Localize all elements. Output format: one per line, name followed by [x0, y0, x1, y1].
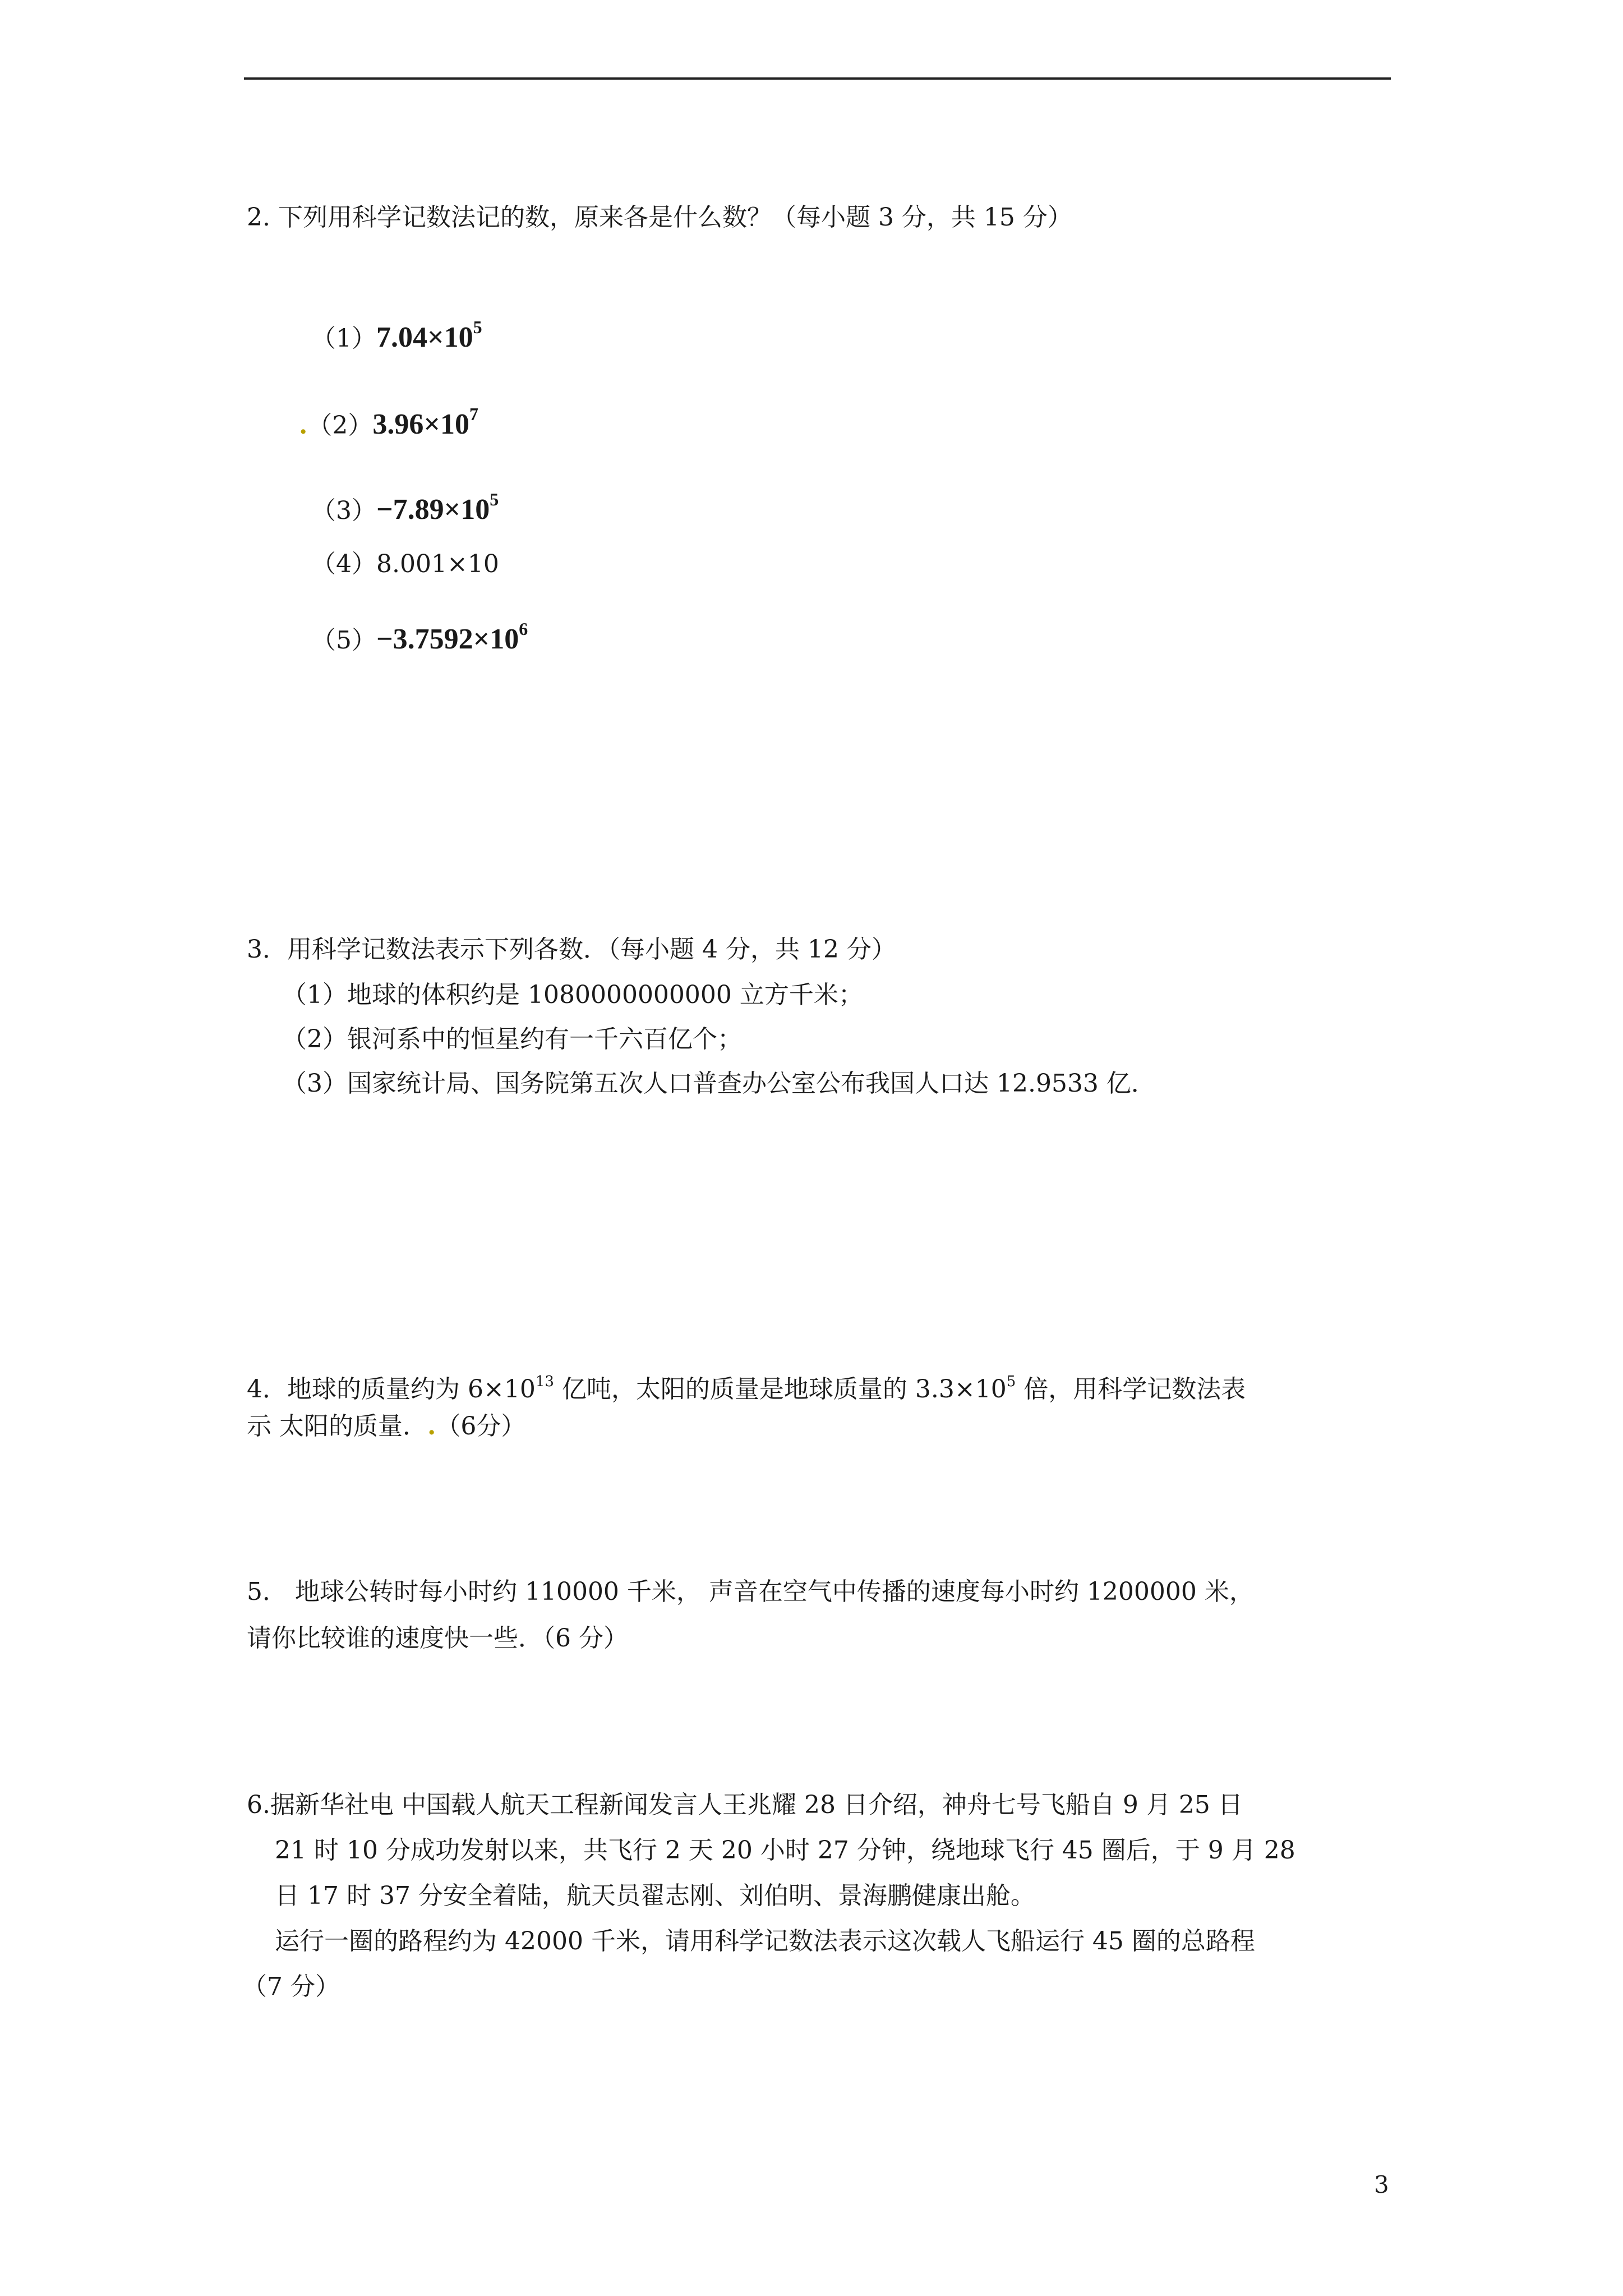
q6-line-1: 6.据新华社电 中国载人航天工程新闻发言人王兆耀 28 日介绍，神舟七号飞船自 9 月 25 日: [247, 1791, 1243, 1819]
item-label: （4）: [311, 550, 376, 578]
q5-line-1: 5． 地球公转时每小时约 110000 千米， 声音在空气中传播的速度每小时约 1200000 米，: [247, 1577, 1254, 1606]
math-expression: $-3.7592\times 10^6$: [376, 619, 528, 655]
q2-item-3: [311, 484, 499, 527]
stray-dot: .: [299, 411, 308, 440]
q4-text: 4．地球的质量约为 6×10: [247, 1375, 536, 1404]
q2-item-4: [311, 549, 499, 580]
q4-line-2: [247, 1411, 525, 1442]
header-rule: [244, 77, 1391, 80]
q4-line-1: [247, 1366, 1246, 1405]
math-expression: $7.04\times 10^5$: [376, 317, 482, 353]
q6-line-5: （7 分）: [242, 1972, 340, 2001]
q3-item-1: （1）地球的体积约是 1080000000000 立方千米；: [282, 981, 863, 1009]
q2-stem: 2. 下列用科学记数法记的数，原来各是什么数？（每小题 3 分，共 15 分）: [247, 203, 1072, 232]
q4-text: 亿吨，太阳的质量是地球质量的 3.3×10: [554, 1375, 1007, 1404]
stray-dot: .: [427, 1412, 436, 1441]
q2-item-5: [311, 613, 528, 656]
page-number: 3: [1374, 2171, 1389, 2198]
math-expression: $-7.89\times 10^5$: [376, 489, 499, 526]
q3-item-3: （3）国家统计局、国务院第五次人口普查办公室公布我国人口达 12.9533 亿．: [282, 1069, 1156, 1098]
item-label: （2）: [307, 411, 373, 440]
q3-item-2: （2）银河系中的恒星约有一千六百亿个；: [282, 1025, 742, 1053]
item-label: （3）: [311, 496, 376, 525]
q2-item-2: [299, 398, 478, 441]
q5-line-2: 请你比较谁的速度快一些．（6 分）: [247, 1624, 628, 1653]
item-label: （5）: [311, 626, 376, 655]
q6-line-4: 运行一圈的路程约为 42000 千米，请用科学记数法表示这次载人飞船运行 45 圈的总路程: [275, 1927, 1255, 1955]
exponent: 5: [1006, 1373, 1016, 1390]
item-label: （1）: [311, 324, 376, 353]
q6-line-2: 21 时 10 分成功发射以来，共飞行 2 天 20 小时 27 分钟，绕地球飞行 45 圈后，于 9 月 28: [275, 1836, 1295, 1865]
q6-line-3: 日 17 时 37 分安全着陆，航天员翟志刚、刘伯明、景海鹏健康出舱。: [275, 1881, 1035, 1910]
q4-text: 倍，用科学记数法表: [1016, 1375, 1246, 1404]
q3-stem: 3．用科学记数法表示下列各数．（每小题 4 分，共 12 分）: [247, 935, 896, 964]
math-expression: 8.001×10: [376, 550, 499, 578]
q4-text: 示 太阳的质量．: [247, 1412, 427, 1441]
q2-item-1: [311, 311, 482, 355]
math-expression: $3.96\times 10^7$: [372, 404, 478, 440]
q4-text: （6分）: [436, 1412, 526, 1441]
exponent: 13: [535, 1373, 554, 1390]
